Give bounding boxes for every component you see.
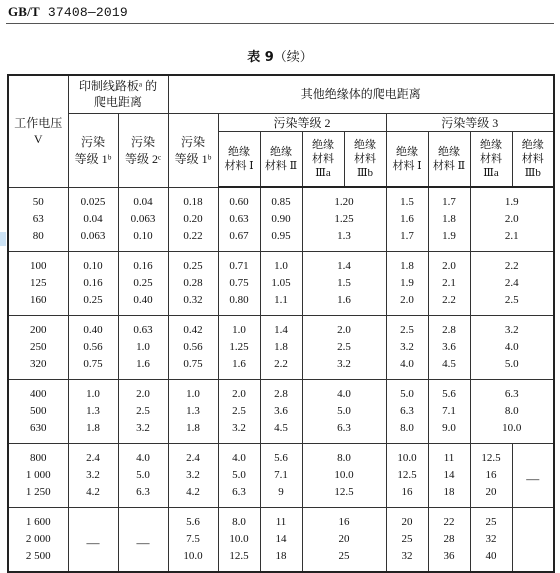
cell-voltage: 800 xyxy=(8,444,68,468)
cell-p3m1: 8.0 xyxy=(386,420,428,444)
table-body xyxy=(8,187,554,572)
cell-pcb2: 0.063 xyxy=(118,211,168,228)
cell-pcb2: 4.0 xyxy=(118,444,168,468)
cell-p3m3b-dash: — xyxy=(512,444,554,508)
cell-p3m3a: 40 xyxy=(470,548,512,572)
cell-p1: 0.18 xyxy=(168,187,218,211)
cell-p2m3: 6.3 xyxy=(302,420,386,444)
cell-p3m1: 25 xyxy=(386,531,428,548)
cell-p3m2: 22 xyxy=(428,508,470,532)
table-row xyxy=(8,420,554,444)
cell-p2m3: 2.5 xyxy=(302,339,386,356)
table-row xyxy=(8,292,554,316)
cell-p2m1: 12.5 xyxy=(218,548,260,572)
cell-voltage: 160 xyxy=(8,292,68,316)
cell-p2m1: 6.3 xyxy=(218,484,260,508)
header-p3-mat2: 绝缘 材料 Ⅱ xyxy=(428,131,470,187)
header-other-pd1: 污染 等级 1ᵇ xyxy=(168,113,218,187)
cell-p1: 0.75 xyxy=(168,356,218,380)
cell-p3m3b xyxy=(512,508,554,532)
cell-p1: 2.4 xyxy=(168,444,218,468)
cell-p2m3: 1.4 xyxy=(302,252,386,276)
cell-p3m2: 2.8 xyxy=(428,316,470,340)
cell-pcb2: 1.0 xyxy=(118,339,168,356)
table-row xyxy=(8,403,554,420)
cell-p2m2: 3.6 xyxy=(260,403,302,420)
cell-p2m3: 16 xyxy=(302,508,386,532)
cell-voltage: 2 000 xyxy=(8,531,68,548)
cell-voltage: 320 xyxy=(8,356,68,380)
cell-p2m3: 3.2 xyxy=(302,356,386,380)
cell-p3m1: 32 xyxy=(386,548,428,572)
cell-p3m3: 2.2 xyxy=(470,252,554,276)
cell-p2m1: 0.67 xyxy=(218,228,260,252)
cell-p2m2: 9 xyxy=(260,484,302,508)
cell-p2m2: 18 xyxy=(260,548,302,572)
cell-p3m1: 4.0 xyxy=(386,356,428,380)
cell-p2m3: 20 xyxy=(302,531,386,548)
header-p2-mat3a: 绝缘 材料 Ⅲa xyxy=(302,131,344,187)
cell-pcb2: 5.0 xyxy=(118,467,168,484)
cell-p2m2: 1.4 xyxy=(260,316,302,340)
cell-p3m1: 1.5 xyxy=(386,187,428,211)
cell-p2m2: 0.95 xyxy=(260,228,302,252)
cell-pcb1: 0.10 xyxy=(68,252,118,276)
cell-p3m3b xyxy=(512,548,554,572)
cell-p3m3a: 20 xyxy=(470,484,512,508)
cell-p3m2: 36 xyxy=(428,548,470,572)
cell-pcb1: 0.25 xyxy=(68,292,118,316)
side-marker xyxy=(0,232,6,246)
table-header xyxy=(8,75,554,187)
cell-p3m2: 11 xyxy=(428,444,470,468)
cell-p1: 4.2 xyxy=(168,484,218,508)
header-p3-mat3a: 绝缘 材料 Ⅲa xyxy=(470,131,512,187)
cell-p2m2: 1.8 xyxy=(260,339,302,356)
cell-p3m1: 12.5 xyxy=(386,467,428,484)
cell-pcb2: 0.04 xyxy=(118,187,168,211)
cell-pcb1: 0.40 xyxy=(68,316,118,340)
cell-p2m2: 2.2 xyxy=(260,356,302,380)
cell-p2m1: 0.71 xyxy=(218,252,260,276)
cell-p3m3a: 32 xyxy=(470,531,512,548)
cell-p1: 0.22 xyxy=(168,228,218,252)
cell-p2m2: 11 xyxy=(260,508,302,532)
cell-p2m3: 2.0 xyxy=(302,316,386,340)
cell-p2m2: 1.05 xyxy=(260,275,302,292)
table-row xyxy=(8,316,554,340)
cell-pcb2: 0.40 xyxy=(118,292,168,316)
cell-p2m2: 0.90 xyxy=(260,211,302,228)
cell-p3m1: 5.0 xyxy=(386,380,428,404)
cell-p2m3: 1.5 xyxy=(302,275,386,292)
cell-voltage: 1 600 xyxy=(8,508,68,532)
cell-p1: 0.56 xyxy=(168,339,218,356)
header-working-voltage: 工作电压 V xyxy=(8,75,68,187)
table-row xyxy=(8,484,554,508)
cell-p2m1: 0.63 xyxy=(218,211,260,228)
cell-p1: 7.5 xyxy=(168,531,218,548)
cell-p2m1: 2.5 xyxy=(218,403,260,420)
cell-pcb1: 0.16 xyxy=(68,275,118,292)
cell-p1: 0.28 xyxy=(168,275,218,292)
cell-pcb2: 0.63 xyxy=(118,316,168,340)
cell-p2m2: 1.0 xyxy=(260,252,302,276)
cell-p2m3: 1.3 xyxy=(302,228,386,252)
header-p2-mat1: 绝缘 材料 Ⅰ xyxy=(218,131,260,187)
cell-p2m3: 10.0 xyxy=(302,467,386,484)
header-p3-mat3b: 绝缘 材料 Ⅲb xyxy=(512,131,554,187)
cell-p2m2: 0.85 xyxy=(260,187,302,211)
cell-p2m2: 1.1 xyxy=(260,292,302,316)
cell-p3m2: 18 xyxy=(428,484,470,508)
cell-p2m1: 5.0 xyxy=(218,467,260,484)
caption-title: 表 9 xyxy=(247,50,274,65)
cell-pcb1: 2.4 xyxy=(68,444,118,468)
cell-p2m1: 0.80 xyxy=(218,292,260,316)
table-row xyxy=(8,211,554,228)
cell-voltage: 63 xyxy=(8,211,68,228)
cell-p3m2: 1.9 xyxy=(428,228,470,252)
cell-p2m1: 1.25 xyxy=(218,339,260,356)
cell-pcb2: 0.16 xyxy=(118,252,168,276)
cell-pcb1: 0.04 xyxy=(68,211,118,228)
header-pollution-2: 污染等级 2 xyxy=(218,113,386,131)
cell-p3m3: 10.0 xyxy=(470,420,554,444)
header-p2-mat3b: 绝缘 材料 Ⅲb xyxy=(344,131,386,187)
cell-pcb2: 6.3 xyxy=(118,484,168,508)
cell-pcb2: 2.5 xyxy=(118,403,168,420)
header-pcb-group: 印制线路板ᵃ 的 爬电距离 xyxy=(68,75,168,113)
table-row xyxy=(8,356,554,380)
cell-p3m2: 4.5 xyxy=(428,356,470,380)
cell-p2m2: 5.6 xyxy=(260,444,302,468)
header-rule xyxy=(6,23,554,24)
cell-p2m3: 5.0 xyxy=(302,403,386,420)
cell-p2m1: 2.0 xyxy=(218,380,260,404)
cell-pcb1: 0.56 xyxy=(68,339,118,356)
cell-p3m1: 1.6 xyxy=(386,211,428,228)
cell-p2m3: 12.5 xyxy=(302,484,386,508)
cell-p2m1: 4.0 xyxy=(218,444,260,468)
cell-p1: 0.20 xyxy=(168,211,218,228)
cell-pcb1: 1.8 xyxy=(68,420,118,444)
table-row xyxy=(8,508,554,532)
header-pcb-pd2: 污染 等级 2ᶜ xyxy=(118,113,168,187)
cell-pcb1: 1.0 xyxy=(68,380,118,404)
cell-p2m3: 25 xyxy=(302,548,386,572)
cell-voltage: 200 xyxy=(8,316,68,340)
cell-p3m2: 14 xyxy=(428,467,470,484)
cell-voltage: 125 xyxy=(8,275,68,292)
cell-p3m2: 2.2 xyxy=(428,292,470,316)
cell-p3m1: 16 xyxy=(386,484,428,508)
cell-p2m1: 3.2 xyxy=(218,420,260,444)
cell-pcb2: 3.2 xyxy=(118,420,168,444)
cell-voltage: 630 xyxy=(8,420,68,444)
cell-p1: 3.2 xyxy=(168,467,218,484)
cell-p1: 1.8 xyxy=(168,420,218,444)
cell-pcb2: 0.25 xyxy=(118,275,168,292)
cell-p3m3a: 12.5 xyxy=(470,444,512,468)
cell-p2m3: 1.25 xyxy=(302,211,386,228)
cell-p3m3b xyxy=(512,531,554,548)
cell-p2m1: 1.0 xyxy=(218,316,260,340)
table-row xyxy=(8,467,554,484)
table-row xyxy=(8,187,554,211)
cell-pcb1: 3.2 xyxy=(68,467,118,484)
cell-pcb1-dash: — xyxy=(68,508,118,573)
cell-p3m3: 4.0 xyxy=(470,339,554,356)
cell-p2m3: 1.6 xyxy=(302,292,386,316)
cell-p3m2: 2.1 xyxy=(428,275,470,292)
cell-p3m1: 1.8 xyxy=(386,252,428,276)
caption-continued: （续） xyxy=(273,50,313,65)
cell-p3m3: 1.9 xyxy=(470,187,554,211)
cell-p3m1: 1.9 xyxy=(386,275,428,292)
cell-p2m1: 0.60 xyxy=(218,187,260,211)
cell-p3m2: 1.8 xyxy=(428,211,470,228)
cell-pcb1: 0.025 xyxy=(68,187,118,211)
cell-p3m1: 20 xyxy=(386,508,428,532)
cell-p3m1: 6.3 xyxy=(386,403,428,420)
cell-pcb2: 2.0 xyxy=(118,380,168,404)
cell-p1: 5.6 xyxy=(168,508,218,532)
cell-voltage: 100 xyxy=(8,252,68,276)
cell-p3m3: 8.0 xyxy=(470,403,554,420)
cell-pcb1: 4.2 xyxy=(68,484,118,508)
header-pcb-pd1: 污染 等级 1ᵇ xyxy=(68,113,118,187)
cell-p2m3: 1.20 xyxy=(302,187,386,211)
cell-p2m1: 8.0 xyxy=(218,508,260,532)
table-row xyxy=(8,252,554,276)
cell-p3m2: 1.7 xyxy=(428,187,470,211)
cell-p3m3: 2.4 xyxy=(470,275,554,292)
cell-p3m3a: 25 xyxy=(470,508,512,532)
header-other-group: 其他绝缘体的爬电距离 xyxy=(168,75,554,113)
cell-p3m2: 7.1 xyxy=(428,403,470,420)
cell-p3m1: 10.0 xyxy=(386,444,428,468)
cell-p1: 1.0 xyxy=(168,380,218,404)
cell-p2m2: 7.1 xyxy=(260,467,302,484)
cell-p1: 10.0 xyxy=(168,548,218,572)
table-row xyxy=(8,275,554,292)
table-row xyxy=(8,444,554,468)
cell-p2m3: 8.0 xyxy=(302,444,386,468)
table-caption xyxy=(0,46,560,65)
cell-p1: 0.32 xyxy=(168,292,218,316)
cell-voltage: 400 xyxy=(8,380,68,404)
cell-p3m3: 2.0 xyxy=(470,211,554,228)
cell-voltage: 1 250 xyxy=(8,484,68,508)
cell-pcb1: 1.3 xyxy=(68,403,118,420)
cell-p3m1: 2.5 xyxy=(386,316,428,340)
cell-p3m2: 5.6 xyxy=(428,380,470,404)
cell-p1: 0.42 xyxy=(168,316,218,340)
cell-voltage: 2 500 xyxy=(8,548,68,572)
header-pollution-3: 污染等级 3 xyxy=(386,113,554,131)
cell-p3m3a: 16 xyxy=(470,467,512,484)
table-row xyxy=(8,339,554,356)
cell-p3m1: 2.0 xyxy=(386,292,428,316)
cell-p3m3: 2.5 xyxy=(470,292,554,316)
cell-p1: 0.25 xyxy=(168,252,218,276)
cell-p2m1: 0.75 xyxy=(218,275,260,292)
cell-p3m2: 3.6 xyxy=(428,339,470,356)
cell-p1: 1.3 xyxy=(168,403,218,420)
cell-p3m3: 2.1 xyxy=(470,228,554,252)
cell-voltage: 80 xyxy=(8,228,68,252)
cell-pcb2: 1.6 xyxy=(118,356,168,380)
cell-voltage: 250 xyxy=(8,339,68,356)
creepage-table xyxy=(7,74,555,573)
cell-pcb1: 0.063 xyxy=(68,228,118,252)
cell-p2m1: 10.0 xyxy=(218,531,260,548)
cell-p3m2: 9.0 xyxy=(428,420,470,444)
cell-p3m3: 5.0 xyxy=(470,356,554,380)
table-row xyxy=(8,228,554,252)
table-row xyxy=(8,380,554,404)
cell-p2m2: 4.5 xyxy=(260,420,302,444)
cell-voltage: 50 xyxy=(8,187,68,211)
cell-p3m3: 3.2 xyxy=(470,316,554,340)
cell-p3m3: 6.3 xyxy=(470,380,554,404)
standard-code: GB/T 37408—2019 xyxy=(8,4,128,20)
cell-p2m2: 14 xyxy=(260,531,302,548)
cell-voltage: 1 000 xyxy=(8,467,68,484)
cell-p3m1: 1.7 xyxy=(386,228,428,252)
cell-pcb1: 0.75 xyxy=(68,356,118,380)
cell-p3m2: 28 xyxy=(428,531,470,548)
cell-p2m2: 2.8 xyxy=(260,380,302,404)
cell-voltage: 500 xyxy=(8,403,68,420)
header-p2-mat2: 绝缘 材料 Ⅱ xyxy=(260,131,302,187)
cell-p3m1: 3.2 xyxy=(386,339,428,356)
cell-pcb2-dash: — xyxy=(118,508,168,573)
cell-pcb2: 0.10 xyxy=(118,228,168,252)
header-p3-mat1: 绝缘 材料 Ⅰ xyxy=(386,131,428,187)
cell-p3m2: 2.0 xyxy=(428,252,470,276)
cell-p2m3: 4.0 xyxy=(302,380,386,404)
cell-p2m1: 1.6 xyxy=(218,356,260,380)
